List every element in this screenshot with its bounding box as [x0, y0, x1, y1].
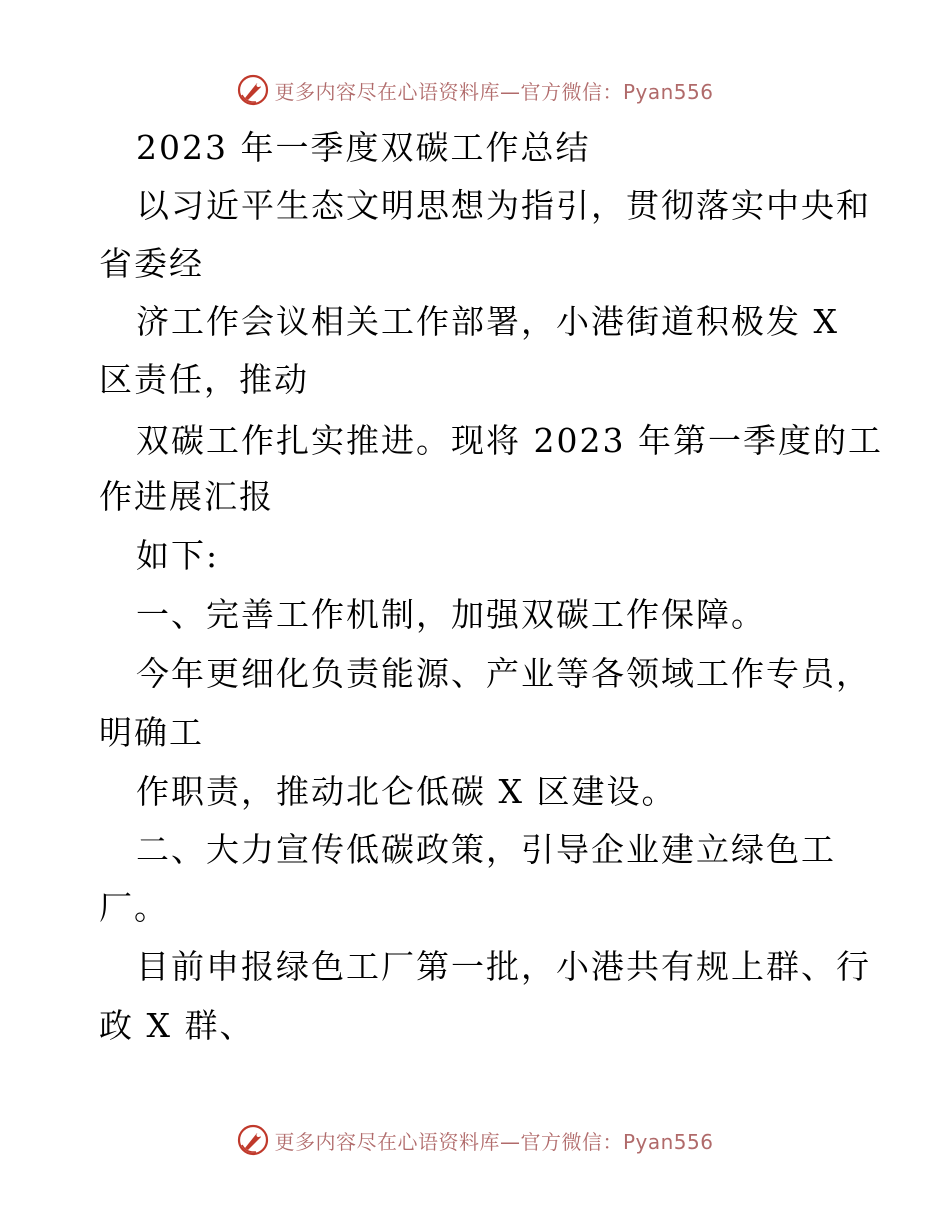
- section-heading: 二、大力宣传低碳政策，引导企业建立绿色工: [136, 830, 836, 869]
- paragraph-line: 厂。: [99, 888, 169, 927]
- pen-nib-logo-icon: [236, 1123, 270, 1157]
- paragraph-line: 济工作会议相关工作部署，小港街道积极发 X: [136, 302, 839, 341]
- paragraph-line: 目前申报绿色工厂第一批，小港共有规上群、行: [136, 947, 871, 986]
- paragraph-line: 省委经: [99, 244, 204, 283]
- footer-watermark: [0, 1120, 950, 1160]
- section-heading: 一、完善工作机制，加强双碳工作保障。: [136, 595, 766, 634]
- watermark-text: 更多内容尽在心语资料库—官方微信：Pyan556: [274, 1129, 714, 1154]
- document-title: 2023 年一季度双碳工作总结: [136, 128, 591, 167]
- paragraph-line: 政 X 群、: [99, 1006, 255, 1045]
- watermark-text: 更多内容尽在心语资料库—官方微信：Pyan556: [274, 79, 714, 104]
- paragraph-line: 双碳工作扎实推进。现将 2023 年第一季度的工: [136, 421, 883, 460]
- paragraph-line: 作进展汇报: [99, 477, 274, 516]
- paragraph-line: 作职责，推动北仑低碳 X 区建设。: [136, 772, 677, 811]
- paragraph-line: 区责任，推动: [99, 360, 309, 399]
- paragraph-line: 今年更细化负责能源、产业等各领域工作专员，: [136, 654, 871, 693]
- paragraph-line: 如下:: [136, 536, 220, 575]
- paragraph-line: 以习近平生态文明思想为指引，贯彻落实中央和: [136, 186, 871, 225]
- paragraph-line: 明确工: [99, 713, 204, 752]
